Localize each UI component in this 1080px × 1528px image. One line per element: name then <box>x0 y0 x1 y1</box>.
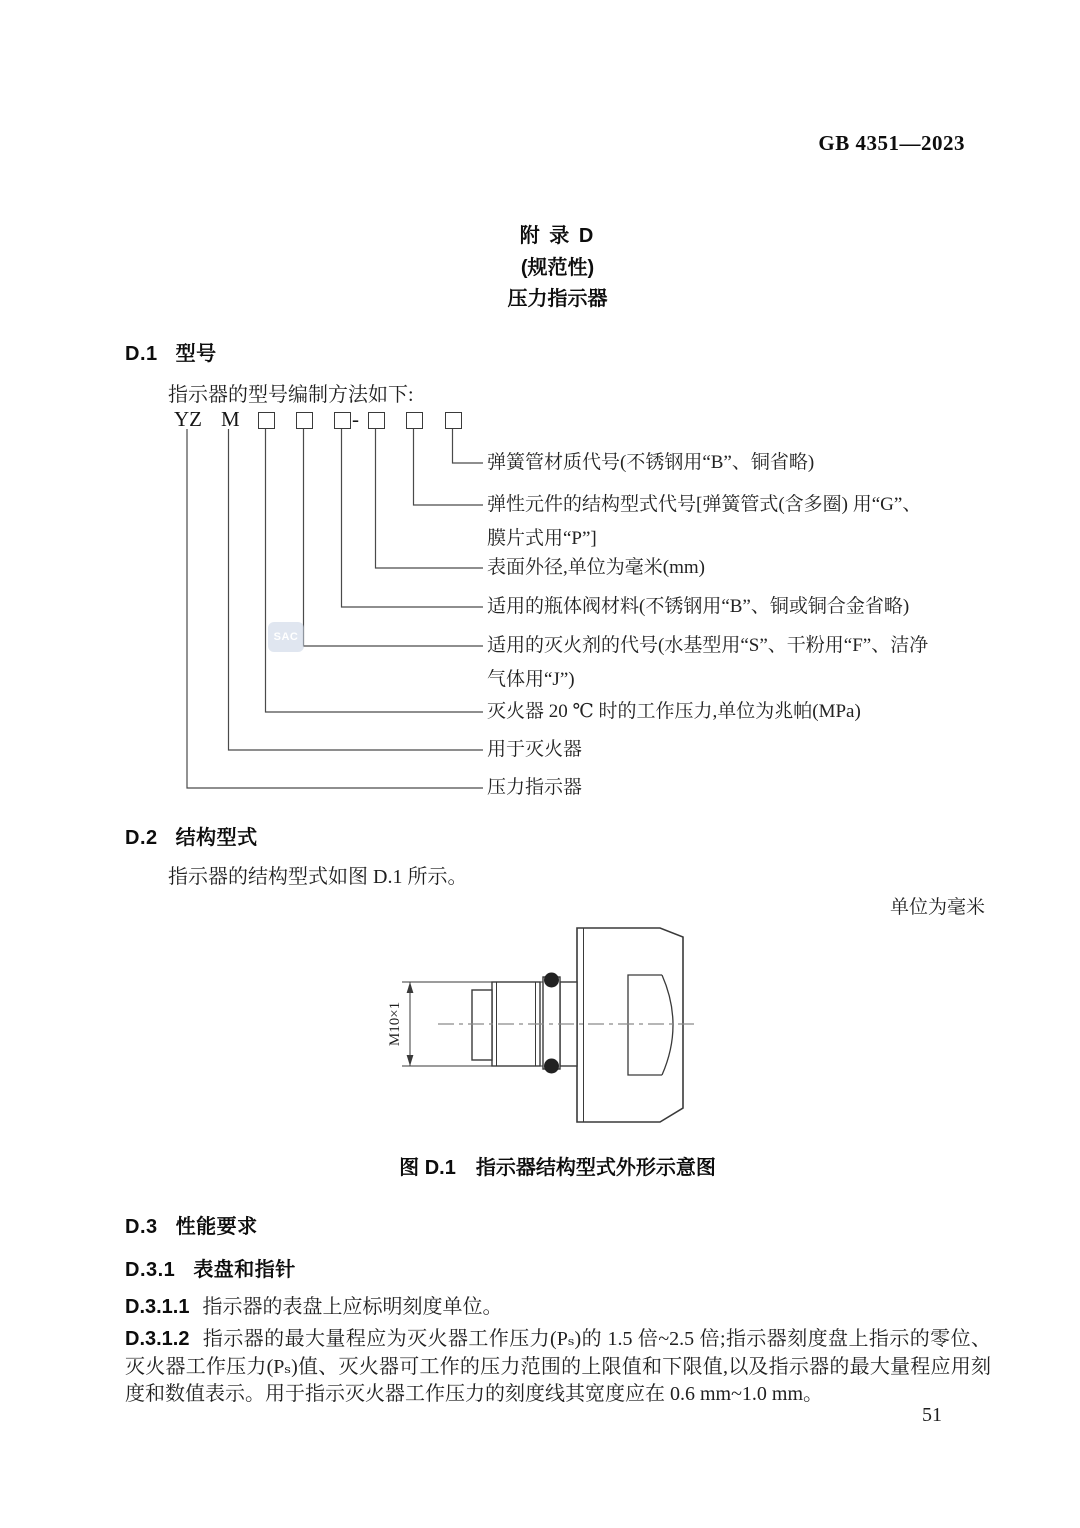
model-label-spring-tube-material <box>487 446 1002 480</box>
label-line: 膜片式用“P”] <box>487 528 597 549</box>
stem <box>472 990 492 1060</box>
section-heading-d3 <box>125 1210 258 1239</box>
section-heading-d2 <box>125 821 258 850</box>
model-label-pressure-indicator <box>487 771 1002 805</box>
section-number: D.1 <box>125 343 158 365</box>
section-title: 表盘和指针 <box>193 1259 296 1281</box>
section-heading-d31 <box>125 1253 296 1282</box>
clause-d312 <box>125 1326 991 1409</box>
label-line: 气体用“J”) <box>487 669 575 690</box>
section-number: D.3.1 <box>125 1259 176 1281</box>
appendix-name: 压力指示器 <box>507 288 608 310</box>
oring-top <box>544 973 559 988</box>
thread-dimension-label: M10×1 <box>387 1001 403 1047</box>
section-number: D.2 <box>125 827 158 849</box>
connector-line <box>414 429 484 505</box>
oring-groove <box>543 977 560 1069</box>
model-label-elastic-element-type <box>487 488 1002 556</box>
label-line: 适用的瓶体阀材料(不锈钢用“B”、铜或铜合金省略) <box>487 596 910 617</box>
connector-line <box>453 429 484 463</box>
d2-body-text: 指示器的结构型式如图 D.1 所示。 <box>168 866 468 888</box>
connector-line-group <box>187 429 483 788</box>
label-line: 弹簧管材质代号(不锈钢用“B”、铜省略) <box>487 452 815 473</box>
connector-line <box>229 429 484 750</box>
model-label-valve-body-material <box>487 590 1002 624</box>
model-code-prefix-yz: YZ <box>174 407 202 431</box>
dim-arrow-bottom <box>407 1055 414 1066</box>
figure-d1-drawing <box>380 915 710 1130</box>
connector-line <box>342 429 484 607</box>
watermark-text: SAC <box>273 631 299 643</box>
doc-standard-number: GB 4351—2023 <box>818 131 965 155</box>
label-line: 用于灭火器 <box>487 739 583 760</box>
model-label-for-extinguisher <box>487 733 1002 767</box>
figure-caption: 图 D.1 指示器结构型式外形示意图 <box>399 1157 716 1179</box>
model-intro-text: 指示器的型号编制方法如下: <box>168 384 414 406</box>
connector-line <box>187 429 483 788</box>
connector-line <box>304 429 484 646</box>
clause-text: 指示器的最大量程应为灭火器工作压力(Pₛ)的 1.5 倍~2.5 倍;指示器刻度盘上指示的零位、灭火器工作压力(Pₛ)值、灭火器可工作的压力范围的上限值和下限值,以及指示器的最大量程应用刻度和数值表示。用于指示灭火器工作压力的刻度线其宽度应在 0.6 mm~1.0 mm。 <box>125 1328 991 1405</box>
section-title: 型号 <box>175 343 217 365</box>
clause-number: D.3.1.2 <box>125 1328 190 1350</box>
label-line: 表面外径,单位为毫米(mm) <box>487 557 705 578</box>
appendix-subtitle: (规范性) <box>520 257 595 279</box>
section-title: 结构型式 <box>175 827 258 849</box>
label-line: 适用的灭火剂的代号(水基型用“S”、干粉用“F”、洁净 <box>487 635 929 656</box>
label-line: 弹性元件的结构型式代号[弹簧管式(含多圈) 用“G”、 <box>487 494 922 515</box>
unit-note: 单位为毫米 <box>889 897 985 918</box>
connector-line <box>266 429 484 712</box>
model-code-prefix-m: M <box>221 407 240 431</box>
appendix-title: 附 录 D <box>519 225 596 247</box>
clause-d311 <box>125 1294 991 1322</box>
watermark-logo <box>268 622 304 652</box>
oring-bottom <box>544 1059 559 1074</box>
gauge-body-outline <box>577 928 683 1122</box>
section-heading-d1 <box>125 337 217 366</box>
label-line: 压力指示器 <box>487 777 583 798</box>
page-number: 51 <box>922 1404 942 1426</box>
section-number: D.3 <box>125 1216 158 1238</box>
dim-arrow-top <box>407 982 414 993</box>
label-line: 灭火器 20 ℃ 时的工作压力,单位为兆帕(MPa) <box>487 701 861 722</box>
model-code-separator: - <box>352 407 359 431</box>
clause-number: D.3.1.1 <box>125 1296 190 1318</box>
model-label-face-outer-diameter <box>487 551 1002 585</box>
model-label-extinguishing-agent-code <box>487 629 1002 697</box>
clause-text: 指示器的表盘上应标明刻度单位。 <box>202 1296 503 1318</box>
connector-line <box>376 429 484 568</box>
model-label-working-pressure <box>487 695 1002 729</box>
section-title: 性能要求 <box>175 1216 258 1238</box>
